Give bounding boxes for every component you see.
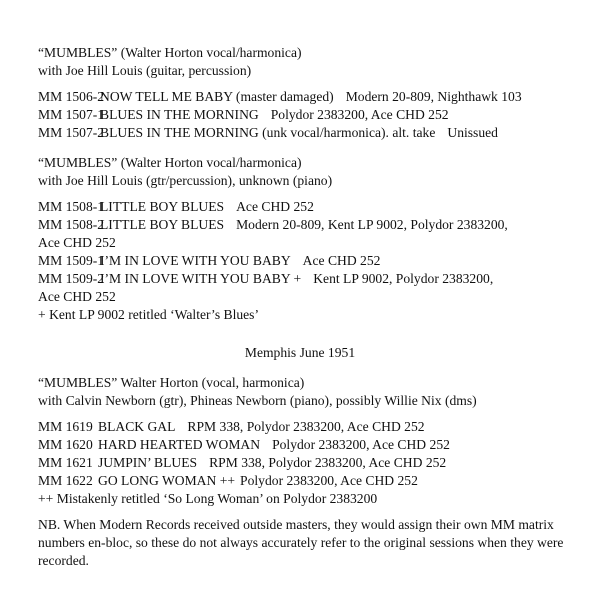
session2-personnel: with Joe Hill Louis (gtr/percussion), unknown (piano) xyxy=(38,173,333,188)
session-heading: Memphis June 1951 xyxy=(244,345,356,360)
session3-artist: “MUMBLES” Walter Horton (vocal, harmonica) xyxy=(38,375,305,390)
track-issues-cont: Ace CHD 252 xyxy=(38,289,116,304)
session1-artist: “MUMBLES” (Walter Horton vocal/harmonica) xyxy=(38,45,302,60)
track-row: MM 1508-1LITTLE BOY BLUES Ace CHD 252 xyxy=(38,199,314,214)
session2-footnote: + Kent LP 9002 retitled ‘Walter’s Blues’ xyxy=(38,307,260,322)
track-row: MM 1620 HARD HEARTED WOMAN Polydor 2383200, Ace CHD 252 xyxy=(38,437,450,452)
track-row: MM 1508-2LITTLE BOY BLUES Modern 20-809, Kent LP 9002, Polydor 2383200, xyxy=(38,217,508,232)
nb-note: NB. When Modern Records received outside masters, they would assign their own MM matrix numbers en-bloc, so these do not always accurately refer to the original sessions when they were recorded. xyxy=(38,517,564,568)
session1-personnel: with Joe Hill Louis (guitar, percussion) xyxy=(38,63,252,78)
track-issues-cont: Ace CHD 252 xyxy=(38,235,116,250)
discography-page xyxy=(38,44,598,570)
session3-personnel: with Calvin Newborn (gtr), Phineas Newborn (piano), possibly Willie Nix (dms) xyxy=(38,393,477,408)
track-row: MM 1621 JUMPIN’ BLUES RPM 338, Polydor 2383200, Ace CHD 252 xyxy=(38,455,447,470)
track-row: MM 1619 BLACK GAL RPM 338, Polydor 2383200, Ace CHD 252 xyxy=(38,419,425,434)
track-row: MM 1507-2BLUES IN THE MORNING (unk vocal/harmonica). alt. take Unissued xyxy=(38,125,498,140)
track-row: MM 1507-1BLUES IN THE MORNING Polydor 2383200, Ace CHD 252 xyxy=(38,107,449,122)
track-row: MM 1622 GO LONG WOMAN ++ Polydor 2383200, Ace CHD 252 xyxy=(38,473,418,488)
track-row: MM 1509-2I’M IN LOVE WITH YOU BABY + Kent LP 9002, Polydor 2383200, xyxy=(38,271,494,286)
session2-artist: “MUMBLES” (Walter Horton vocal/harmonica) xyxy=(38,155,302,170)
track-row: MM 1506-2NOW TELL ME BABY (master damaged) Modern 20-809, Nighthawk 103 xyxy=(38,89,522,104)
session3-footnote: ++ Mistakenly retitled ‘So Long Woman’ on Polydor 2383200 xyxy=(38,491,378,506)
track-row: MM 1509-1I’M IN LOVE WITH YOU BABY Ace CHD 252 xyxy=(38,253,381,268)
